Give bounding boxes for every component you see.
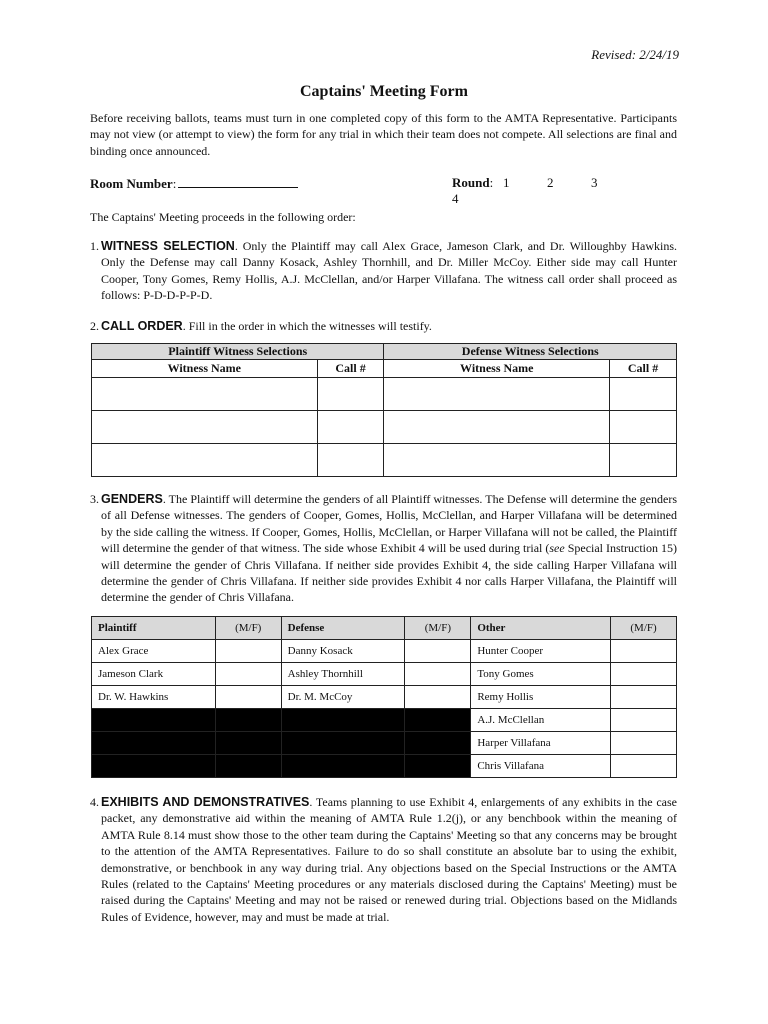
gender-cell[interactable] bbox=[611, 755, 677, 778]
table-row bbox=[92, 378, 677, 411]
see-emphasis: see bbox=[549, 541, 565, 556]
round-option-3[interactable]: 3 bbox=[590, 175, 598, 190]
round-option-1[interactable]: 1 bbox=[502, 175, 510, 190]
gender-cell[interactable] bbox=[405, 663, 471, 686]
other-witness: Hunter Cooper bbox=[471, 640, 611, 663]
plaintiff-witness-cell[interactable] bbox=[92, 378, 318, 411]
table-row bbox=[92, 709, 677, 732]
section-witness-selection bbox=[90, 238, 677, 304]
call-number-header: Call # bbox=[610, 360, 677, 378]
gender-cell[interactable] bbox=[405, 686, 471, 709]
call-number-header: Call # bbox=[317, 360, 384, 378]
section-call-order bbox=[90, 318, 677, 334]
plaintiff-call-cell[interactable] bbox=[317, 411, 384, 444]
section-number: 3. bbox=[90, 492, 99, 506]
other-witness: Harper Villafana bbox=[471, 732, 611, 755]
defense-witness-cell[interactable] bbox=[384, 444, 610, 477]
defense-call-cell[interactable] bbox=[610, 411, 677, 444]
table-row bbox=[92, 411, 677, 444]
mf-header: (M/F) bbox=[405, 617, 471, 640]
defense-call-cell[interactable] bbox=[610, 444, 677, 477]
blacked-out-cell bbox=[215, 709, 281, 732]
section-number: 2. bbox=[90, 319, 99, 333]
blacked-out-cell bbox=[92, 709, 216, 732]
defense-witness: Ashley Thornhill bbox=[281, 663, 405, 686]
blacked-out-cell bbox=[92, 755, 216, 778]
witness-name-header: Witness Name bbox=[384, 360, 610, 378]
table-row bbox=[92, 663, 677, 686]
section-text: . The Plaintiff will determine the genders of all Plaintiff witnesses. The Defense will determine the genders of all Defense witnesses. The genders of Cooper, Gomes, Hollis, McClellan, and Harper Villafana will be determined by the side calling the witness. If Cooper, Gomes, Hollis, McClellan, or Harper Villafana will not be called, the Plaintiff will determine the gender of that witness. The side whose Exhibit 4 will be used during trial ( bbox=[101, 492, 677, 556]
plaintiff-header: Plaintiff bbox=[92, 617, 216, 640]
gender-cell[interactable] bbox=[611, 686, 677, 709]
section-heading: GENDERS bbox=[101, 492, 163, 506]
other-header: Other bbox=[471, 617, 611, 640]
defense-header: Defense bbox=[281, 617, 405, 640]
plaintiff-selections-header: Plaintiff Witness Selections bbox=[92, 344, 384, 360]
section-heading: EXHIBITS AND DEMONSTRATIVES bbox=[101, 795, 310, 809]
defense-selections-header: Defense Witness Selections bbox=[384, 344, 677, 360]
other-witness: Tony Gomes bbox=[471, 663, 611, 686]
section-exhibits bbox=[90, 794, 677, 925]
section-text: . Fill in the order in which the witnesses will testify. bbox=[182, 319, 432, 333]
intro-paragraph: Before receiving ballots, teams must turn in one completed copy of this form to the AMTA Representative. Participants may not view (or attempt to view) the form for any trial in which their team does not compete. All selections are final and binding once announced. bbox=[90, 111, 677, 158]
gender-cell[interactable] bbox=[215, 663, 281, 686]
defense-witness: Dr. M. McCoy bbox=[281, 686, 405, 709]
page-title: Captains' Meeting Form bbox=[300, 83, 468, 100]
room-number-field[interactable] bbox=[178, 175, 298, 188]
defense-witness-cell[interactable] bbox=[384, 378, 610, 411]
blacked-out-cell bbox=[281, 709, 405, 732]
plaintiff-call-cell[interactable] bbox=[317, 444, 384, 477]
mf-header: (M/F) bbox=[611, 617, 677, 640]
blacked-out-cell bbox=[92, 732, 216, 755]
plaintiff-witness-cell[interactable] bbox=[92, 411, 318, 444]
round-option-2[interactable]: 2 bbox=[546, 175, 554, 190]
defense-witness: Danny Kosack bbox=[281, 640, 405, 663]
defense-witness-cell[interactable] bbox=[384, 411, 610, 444]
other-witness: Chris Villafana bbox=[471, 755, 611, 778]
blacked-out-cell bbox=[281, 732, 405, 755]
section-number: 4. bbox=[90, 795, 99, 809]
table-row bbox=[92, 732, 677, 755]
section-heading: CALL ORDER bbox=[101, 319, 183, 333]
blacked-out-cell bbox=[405, 709, 471, 732]
gender-cell[interactable] bbox=[611, 709, 677, 732]
round-label: Round bbox=[452, 175, 490, 190]
table-row bbox=[92, 755, 677, 778]
blacked-out-cell bbox=[405, 732, 471, 755]
gender-cell[interactable] bbox=[405, 640, 471, 663]
section-genders bbox=[90, 491, 677, 606]
gender-cell[interactable] bbox=[611, 663, 677, 686]
other-witness: Remy Hollis bbox=[471, 686, 611, 709]
section-text-continued: Special Instruction 15) will determine the gender of Chris Villafana. If neither side provides Exhibit 4, the side calling Harper Villafana will determine the gender of Chris Villafana. If neither side provides Exhibit 4 nor calls Harper Villafana, the Plaintiff will determine the gender of Chris Villafana. bbox=[101, 541, 677, 605]
plaintiff-witness: Dr. W. Hawkins bbox=[92, 686, 216, 709]
round-option-4[interactable]: 4 bbox=[452, 191, 459, 206]
table-row bbox=[92, 686, 677, 709]
plaintiff-call-cell[interactable] bbox=[317, 378, 384, 411]
defense-call-cell[interactable] bbox=[610, 378, 677, 411]
table-row bbox=[92, 444, 677, 477]
section-number: 1. bbox=[90, 239, 99, 253]
table-row bbox=[92, 640, 677, 663]
plaintiff-witness: Jameson Clark bbox=[92, 663, 216, 686]
blacked-out-cell bbox=[281, 755, 405, 778]
section-text: . Teams planning to use Exhibit 4, enlargements of any exhibits in the case packet, any demonstrative aid within the meaning of AMTA Rule 1.2(j), or any benchbook within the meaning of AMTA Rule 8.14 must show those to the other team during the Captains' Meeting so that any concerns may be brought to the attention of the AMTA Representatives. Failure to do so shall constitute an absolute bar to using the exhibit, demonstrative, or benchbook in any way during trial. Any objections based on the Special Instructions or the AMTA Rules (related to the Captains' Meeting procedures or any materials disclosed during the Captains' Meeting) must be raised during the Captains' Meeting and may not be raised or renewed during trial. Objections based on the Midlands Rules of Evidence, however, may and must be made at trial. bbox=[101, 795, 677, 924]
plaintiff-witness-cell[interactable] bbox=[92, 444, 318, 477]
blacked-out-cell bbox=[405, 755, 471, 778]
witness-name-header: Witness Name bbox=[92, 360, 318, 378]
room-round-line: Room Number: Round: 1 2 34 bbox=[90, 175, 677, 193]
gender-cell[interactable] bbox=[611, 640, 677, 663]
mf-header: (M/F) bbox=[215, 617, 281, 640]
gender-cell[interactable] bbox=[611, 732, 677, 755]
blacked-out-cell bbox=[215, 755, 281, 778]
section-heading: WITNESS SELECTION bbox=[101, 239, 235, 253]
room-number-label: Room Number bbox=[90, 176, 173, 191]
revised-date: Revised: 2/24/19 bbox=[591, 47, 679, 62]
call-order-table bbox=[91, 343, 677, 477]
gender-cell[interactable] bbox=[215, 686, 281, 709]
blacked-out-cell bbox=[215, 732, 281, 755]
order-intro: The Captains' Meeting proceeds in the following order: bbox=[90, 210, 356, 224]
plaintiff-witness: Alex Grace bbox=[92, 640, 216, 663]
other-witness: A.J. McClellan bbox=[471, 709, 611, 732]
section-text: . Only the Plaintiff may call Alex Grace, Jameson Clark, and Dr. Willoughby Hawkins. Only the Defense may call Danny Kosack, Ashley Thornhill, and Dr. Miller McCoy. Either side may call Hunter Cooper, Tony Gomes, Remy Hollis, A.J. McClellan, and/or Harper Villafana. The witness call order shall proceed as follows: P-D-D-P-P-D. bbox=[101, 239, 677, 303]
gender-table bbox=[91, 616, 677, 778]
gender-cell[interactable] bbox=[215, 640, 281, 663]
round-selector: Round: 1 2 34 bbox=[452, 175, 677, 207]
